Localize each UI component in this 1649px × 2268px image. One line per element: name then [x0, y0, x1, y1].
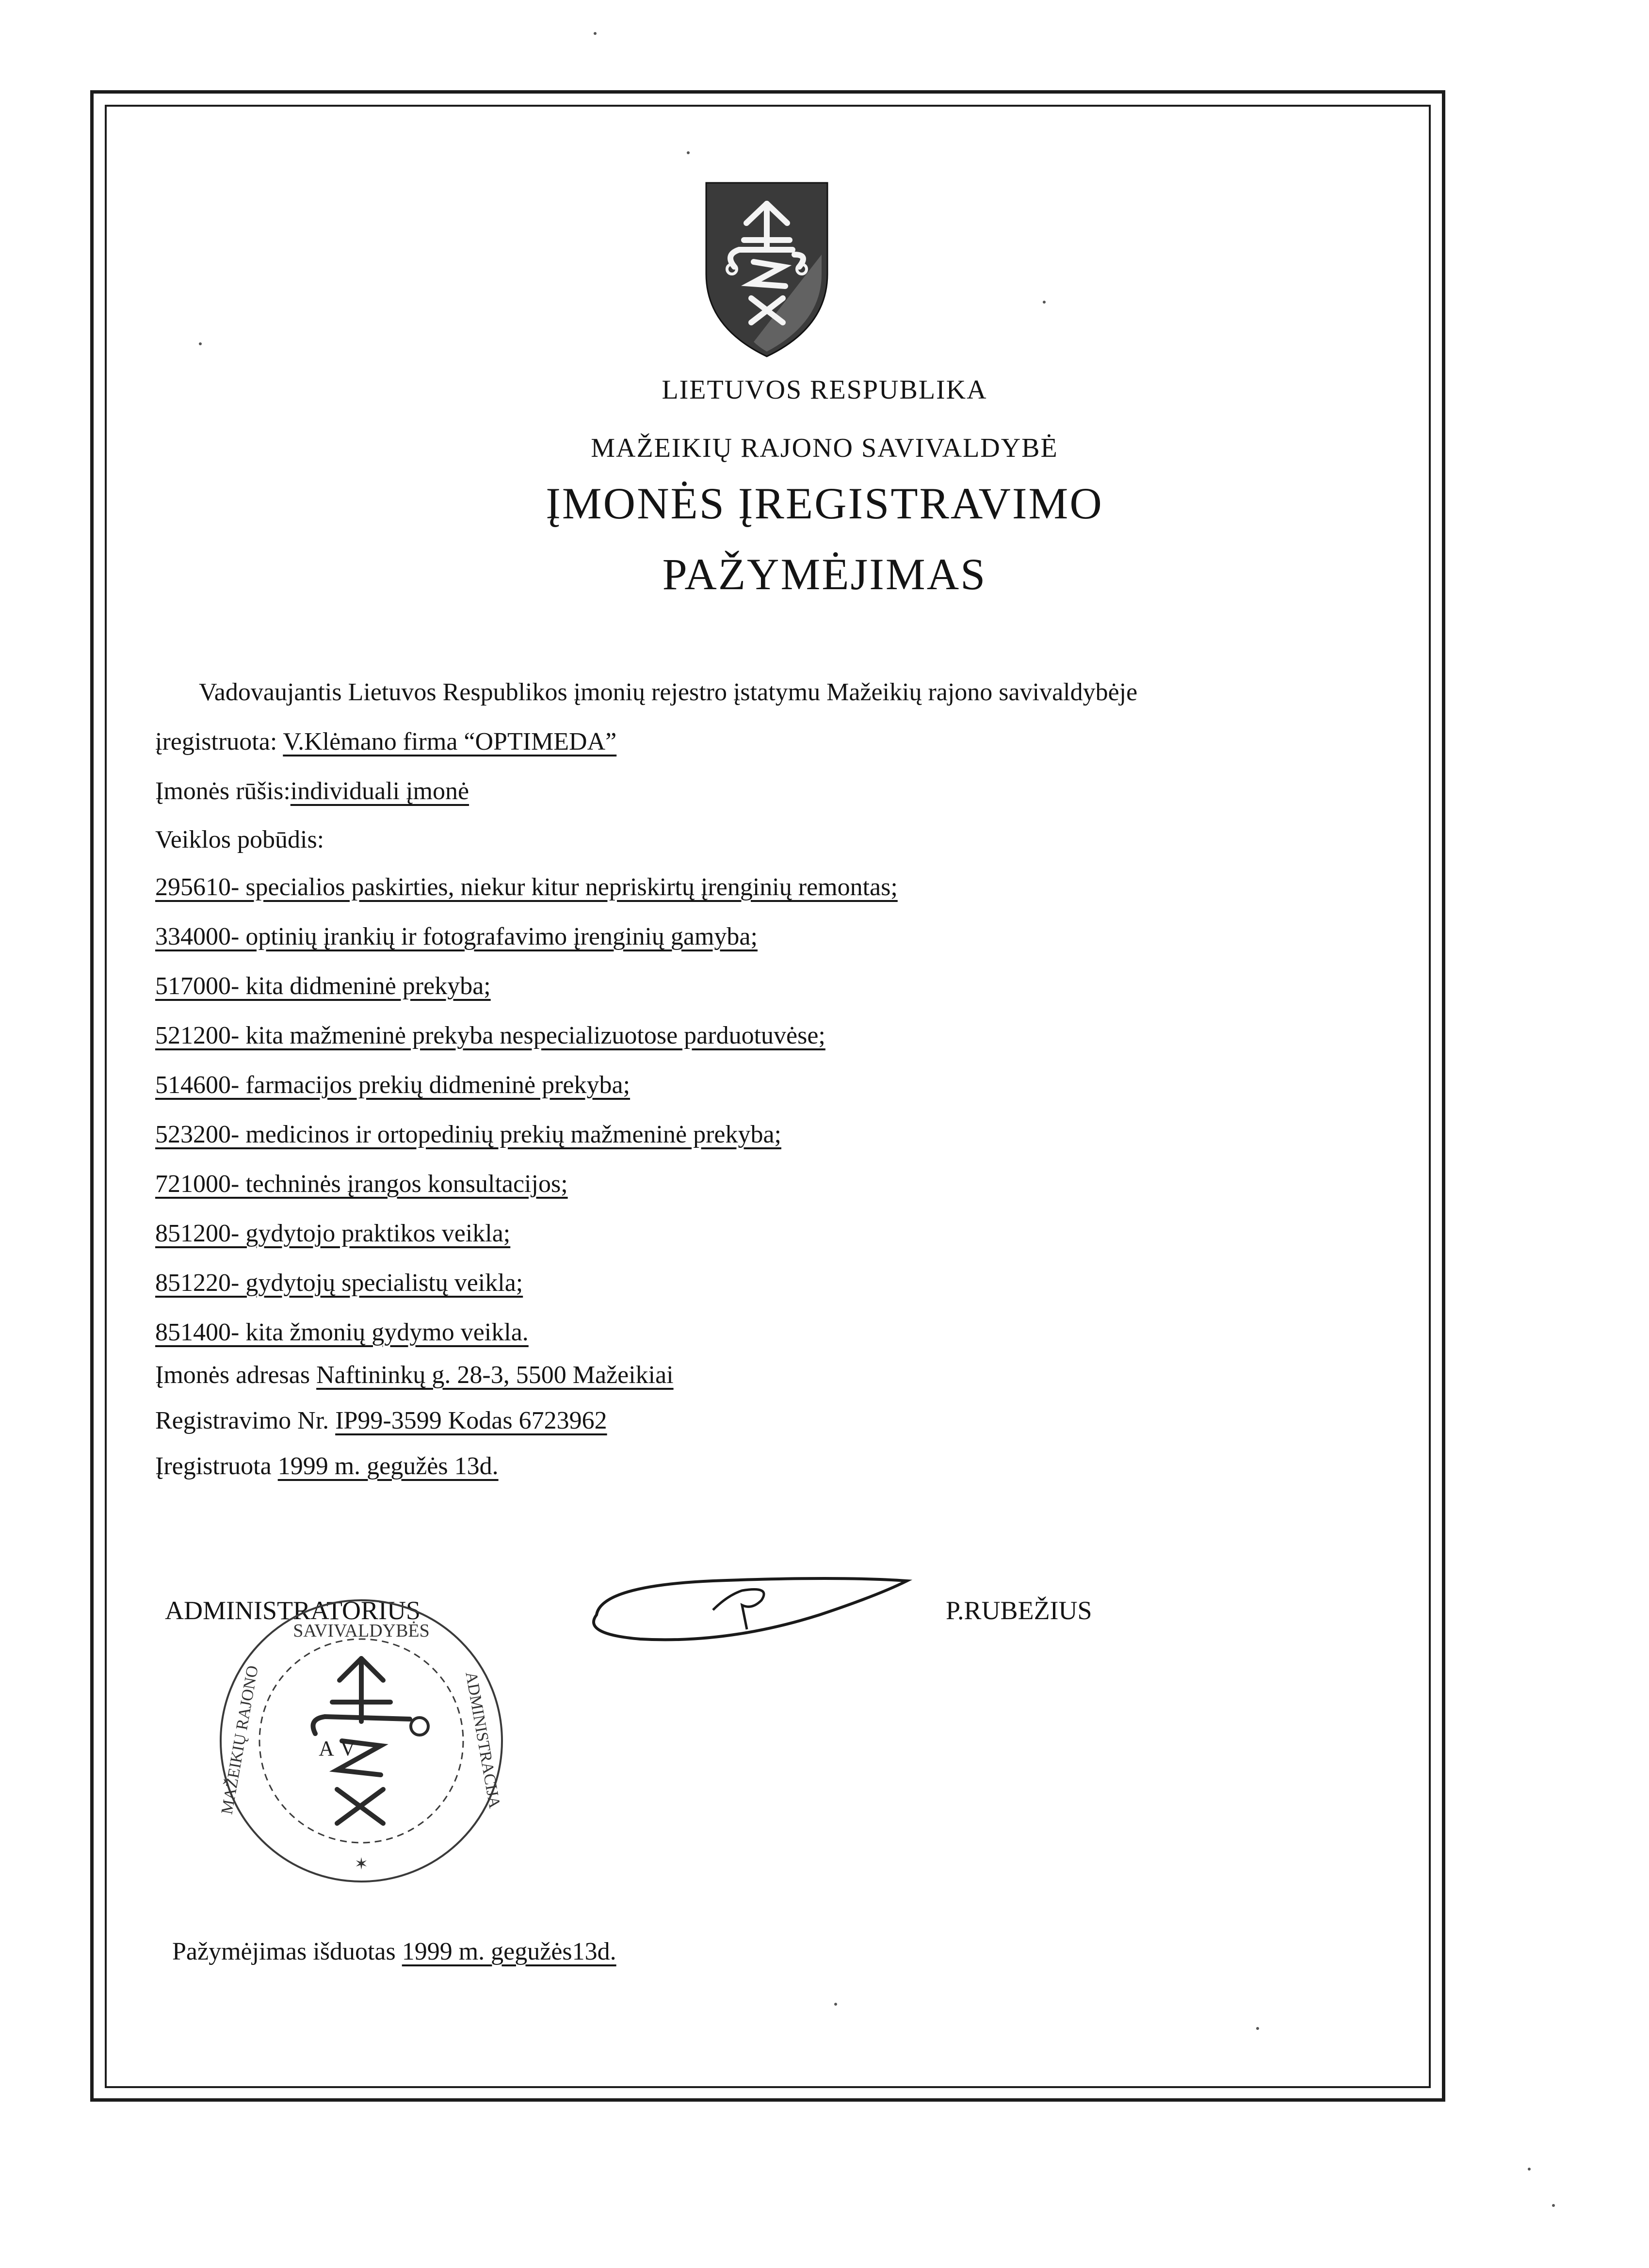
stamp-top-text: SAVIVALDYBĖS	[293, 1621, 430, 1641]
scan-speck	[594, 32, 597, 35]
activity-item: 851220- gydytojų specialistų veikla;	[155, 1269, 523, 1297]
country-heading: LIETUVOS RESPUBLIKA	[662, 375, 987, 405]
stamp-right-text: ADMINISTRACIJA	[462, 1670, 504, 1810]
address-value: Naftininkų g. 28-3, 5500 Mažeikiai	[316, 1361, 674, 1389]
issued-value: 1999 m. gegužės13d.	[402, 1938, 616, 1965]
activity-label: Veiklos pobūdis:	[155, 826, 324, 853]
stamp-star-icon: ✶	[354, 1854, 369, 1874]
regno-row	[155, 1406, 607, 1435]
activity-item: 851200- gydytojo praktikos veikla;	[155, 1220, 511, 1247]
title-line-2: PAŽYMĖJIMAS	[662, 549, 987, 599]
scan-speck	[1528, 2168, 1531, 2171]
address-row	[155, 1361, 674, 1389]
activity-item: 851400- kita žmonių gydymo veikla.	[155, 1319, 529, 1346]
type-value: individuali įmonė	[290, 777, 469, 805]
activity-item: 721000- techninės įrangos konsultacijos;	[155, 1170, 568, 1198]
type-row	[155, 777, 469, 805]
activity-item: 517000- kita didmeninė prekyba;	[155, 972, 491, 1000]
activity-item: 523200- medicinos ir ortopedinių prekių mažmeninė prekyba;	[155, 1121, 781, 1148]
coat-of-arms-icon	[705, 182, 828, 358]
activity-item: 295610- specialios paskirties, niekur kitur nepriskirtų įrenginių remontas;	[155, 873, 898, 901]
activity-item: 334000- optinių įrankių ir fotografavimo įrenginių gamyba;	[155, 923, 758, 950]
scan-speck	[1552, 2204, 1555, 2207]
intro-paragraph: Vadovaujantis Lietuvos Respublikos įmonių rejestro įstatymu Mažeikių rajono savivaldybėje	[199, 678, 1138, 706]
handwritten-signature	[567, 1557, 917, 1654]
stamp-initial-a: A	[319, 1737, 334, 1760]
issued-row	[172, 1937, 616, 1966]
issued-label: Pažymėjimas išduotas	[172, 1938, 396, 1965]
regno-label: Registravimo Nr.	[155, 1407, 329, 1434]
scan-speck	[199, 342, 202, 345]
regdate-value: 1999 m. gegužės 13d.	[277, 1452, 499, 1480]
regdate-row	[155, 1452, 499, 1480]
activity-item: 521200- kita mažmeninė prekyba nespecializuotose parduotuvėse;	[155, 1022, 825, 1049]
official-stamp	[216, 1595, 507, 1886]
scan-speck	[1256, 2027, 1259, 2030]
municipality-heading: MAŽEIKIŲ RAJONO SAVIVALDYBĖ	[591, 433, 1058, 463]
stamp-initial-v: V	[340, 1737, 356, 1760]
administrator-title: ADMINISTRATORIUS	[165, 1596, 421, 1625]
activity-item: 514600- farmacijos prekių didmeninė prekyba;	[155, 1071, 630, 1099]
scan-speck	[1043, 301, 1046, 304]
title-line-1: ĮMONĖS ĮREGISTRAVIMO	[546, 479, 1103, 528]
regdate-label: Įregistruota	[155, 1452, 272, 1480]
registered-row	[155, 727, 616, 756]
administrator-name: P.RUBEŽIUS	[946, 1596, 1092, 1625]
type-label: Įmonės rūšis:	[155, 777, 291, 805]
registered-value: V.Klėmano firma “OPTIMEDA”	[283, 728, 617, 756]
address-label: Įmonės adresas	[155, 1361, 310, 1389]
scan-speck	[687, 151, 690, 154]
registered-label: įregistruota:	[155, 728, 277, 756]
regno-value: IP99-3599 Kodas 6723962	[335, 1407, 607, 1434]
scan-speck	[834, 2003, 837, 2006]
stamp-left-text: MAŽEIKIŲ RAJONO	[218, 1664, 262, 1816]
